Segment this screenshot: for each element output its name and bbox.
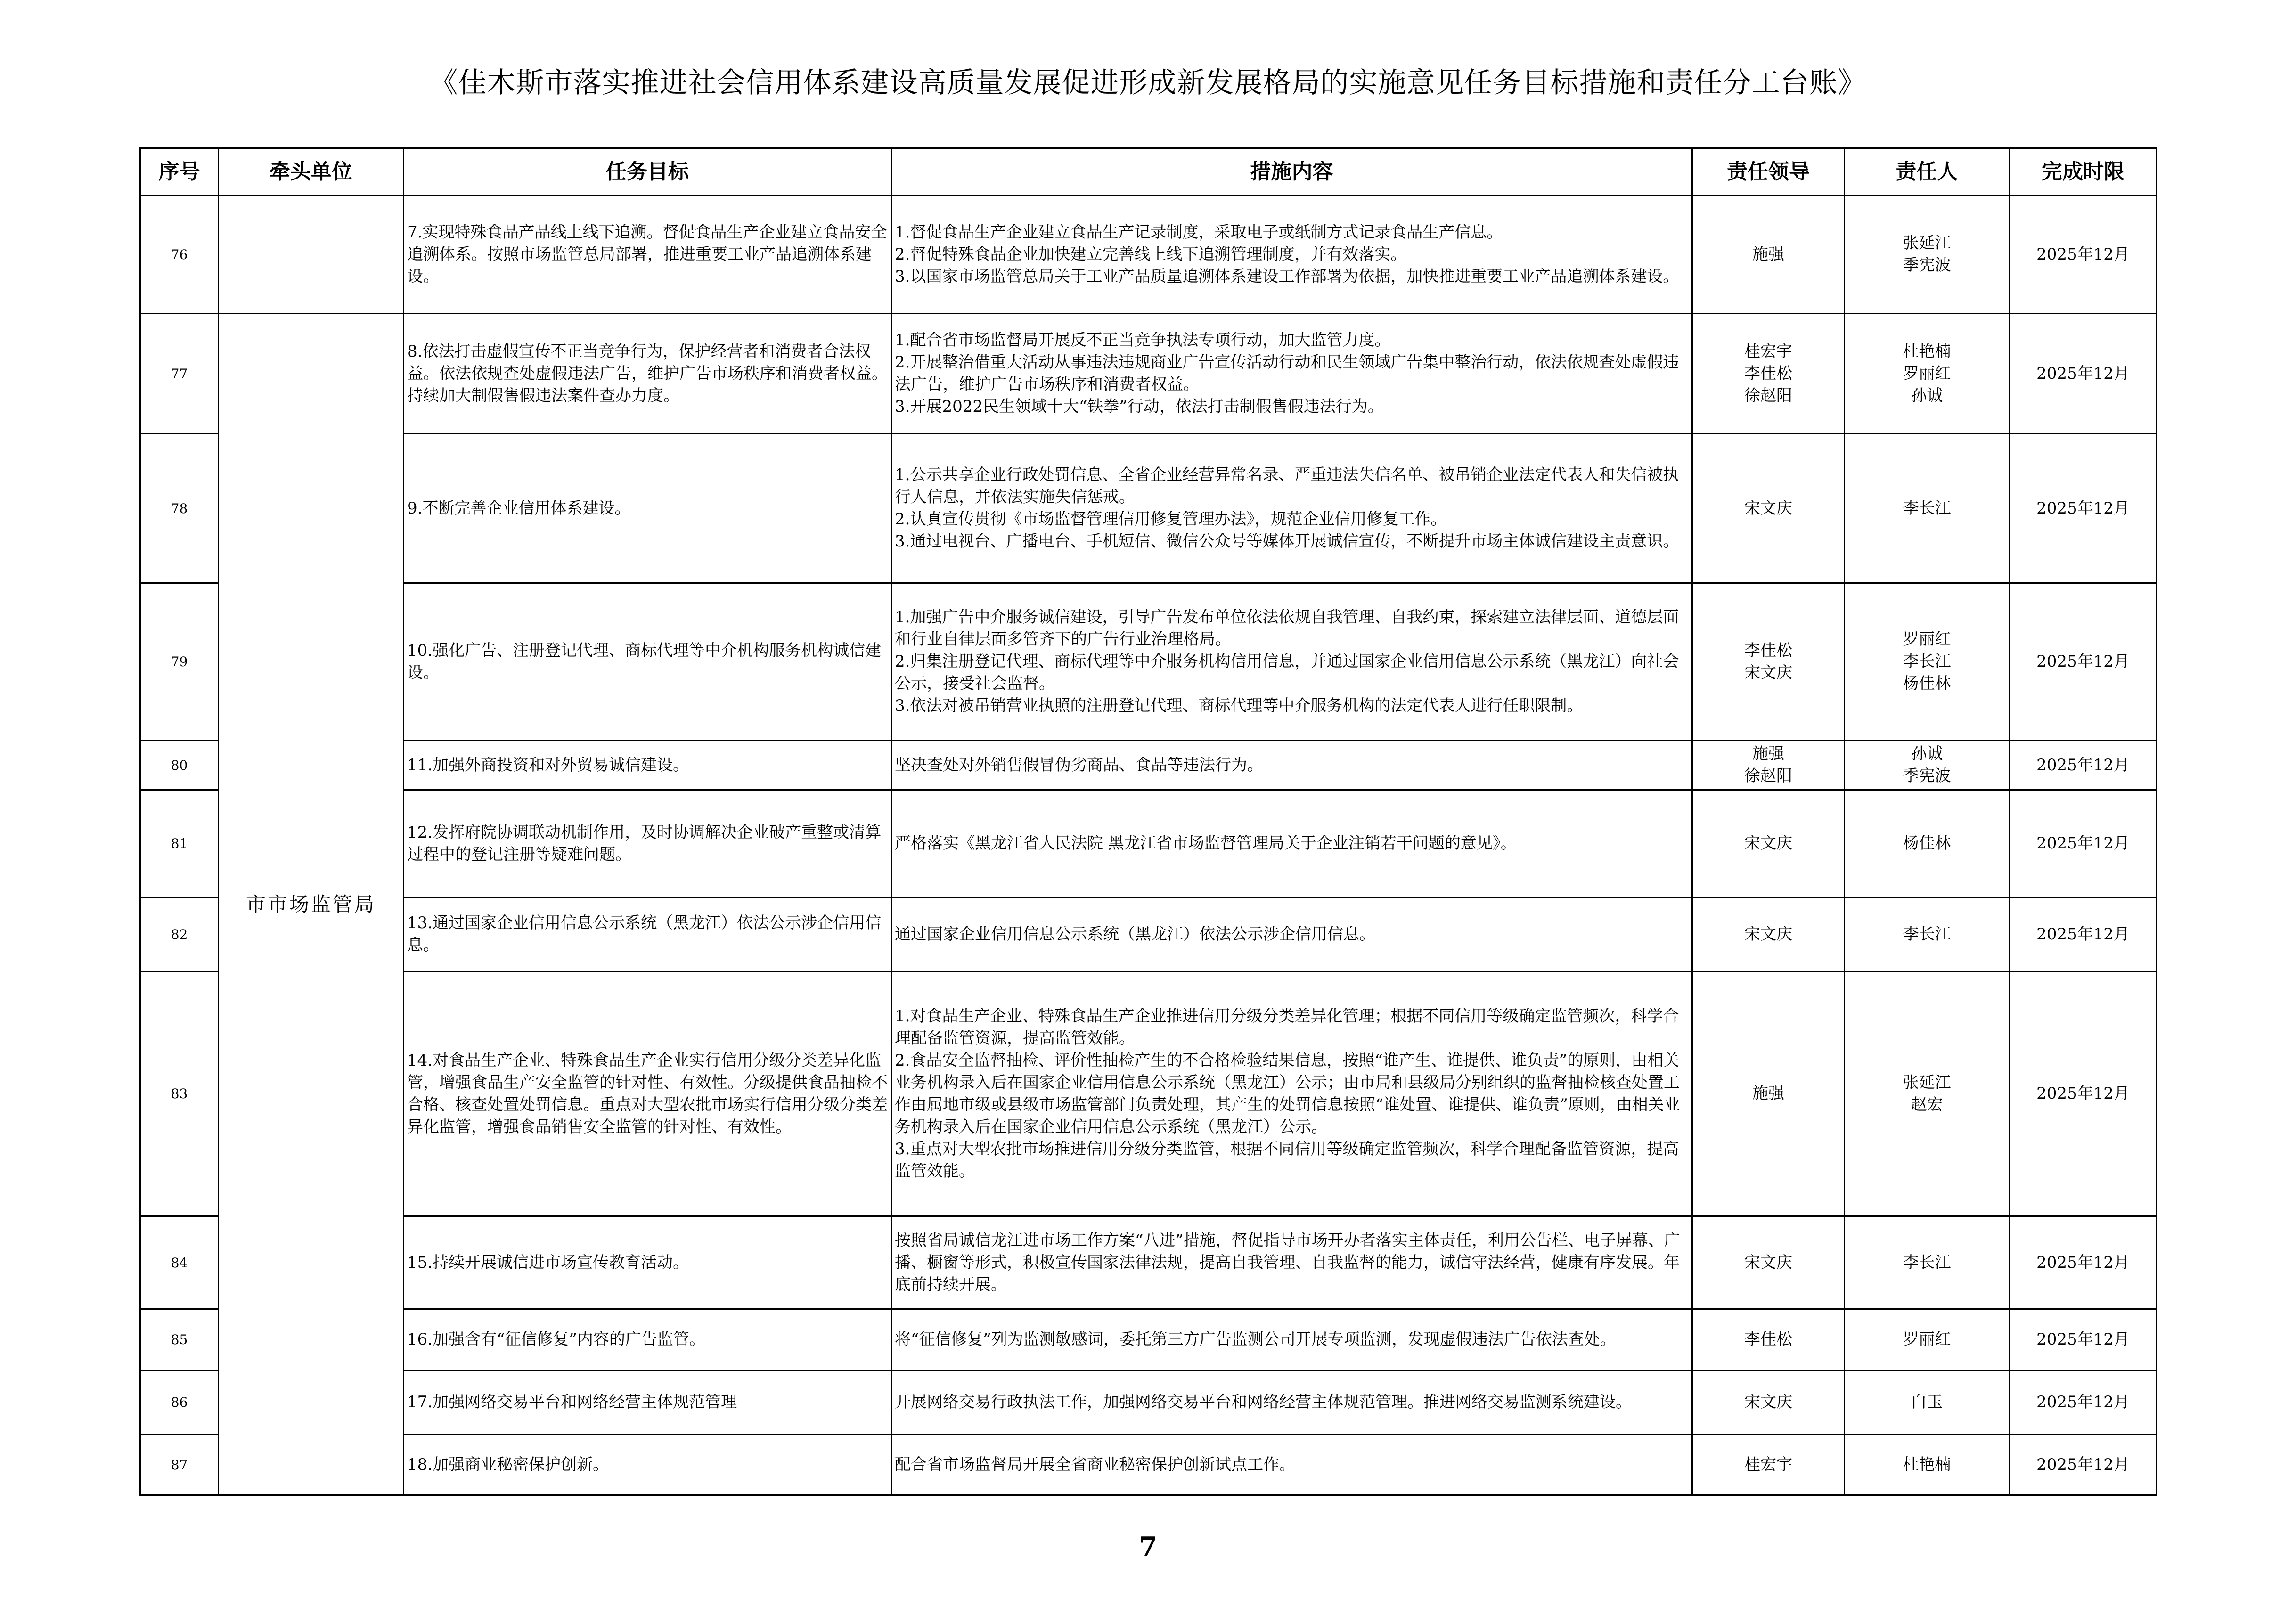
measures-cell — [891, 583, 1692, 741]
leader-name: 桂宏宇 — [1744, 342, 1792, 361]
table-row — [140, 897, 2157, 971]
person-name: 杜艳楠 — [1903, 1455, 1951, 1474]
table-row — [140, 583, 2157, 741]
measure-item: 3.重点对大型农批市场推进信用分级分类监管，根据不同信用等级确定监管频次，科学合理配备监管资源，提高监管效能。 — [895, 1139, 1679, 1181]
person-name: 季宪波 — [1903, 767, 1951, 785]
person-name: 孙诚 — [1911, 744, 1943, 763]
leader-cell — [1692, 434, 1845, 583]
person-name: 罗丽红 — [1903, 630, 1951, 649]
lead-unit-blank — [219, 196, 404, 314]
measure-item: 1.对食品生产企业、特殊食品生产企业推进信用分级分类差异化管理；根据不同信用等级确定监管频次，科学合理配备监管资源，提高监管效能。 — [895, 1006, 1679, 1048]
deadline-cell: 2025年12月 — [2010, 1370, 2157, 1435]
measures-cell — [891, 1370, 1692, 1435]
deadline-cell: 2025年12月 — [2010, 897, 2157, 971]
task-target: 16.加强含有“征信修复”内容的广告监管。 — [404, 1309, 891, 1370]
person-name: 李长江 — [1903, 498, 1951, 518]
header-leader: 责任领导 — [1692, 148, 1845, 196]
row-seq: 77 — [140, 314, 219, 434]
person-name: 季宪波 — [1903, 256, 1951, 275]
table-body — [140, 196, 2157, 1495]
table-row — [140, 1216, 2157, 1309]
measures-cell — [891, 741, 1692, 790]
document-title: 《佳木斯市落实推进社会信用体系建设高质量发展促进形成新发展格局的实施意见任务目标措施和责任分工台账》 — [429, 66, 1867, 99]
measure-item: 1.加强广告中介服务诚信建设，引导广告发布单位依法依规自我管理、自我约束，探索建立法律层面、道德层面和行业自律层面多管齐下的广告行业治理格局。 — [895, 608, 1679, 649]
deadline-cell: 2025年12月 — [2010, 1309, 2157, 1370]
table-row — [140, 1435, 2157, 1495]
leader-name: 宋文庆 — [1744, 663, 1792, 682]
person-name: 张延江 — [1903, 234, 1951, 253]
measure-item: 3.开展2022民生领域十大“铁拳”行动，依法打击制假售假违法行为。 — [895, 397, 1384, 416]
header-row — [140, 148, 2157, 196]
measure-item: 3.通过电视台、广播电台、手机短信、微信公众号等媒体开展诚信宣传，不断提升市场主体诚信建设主责意识。 — [895, 532, 1679, 551]
table-row — [140, 790, 2157, 897]
measure-item: 将“征信修复”列为监测敏感词，委托第三方广告监测公司开展专项监测，发现虚假违法广告依法查处。 — [895, 1330, 1616, 1349]
person-name: 李长江 — [1903, 924, 1951, 944]
measure-item: 开展网络交易行政执法工作，加强网络交易平台和网络经营主体规范管理。推进网络交易监测系统建设。 — [895, 1393, 1632, 1411]
row-seq: 79 — [140, 583, 219, 741]
row-seq: 76 — [140, 196, 219, 314]
task-target: 11.加强外商投资和对外贸易诚信建设。 — [404, 741, 891, 790]
header-task: 任务目标 — [404, 148, 891, 196]
measure-item: 2.认真宣传贯彻《市场监督管理信用修复管理办法》，规范企业信用修复工作。 — [895, 510, 1447, 529]
measures-cell — [891, 196, 1692, 314]
header-lead-unit: 牵头单位 — [219, 148, 404, 196]
person-name: 李长江 — [1903, 652, 1951, 671]
task-target: 7.实现特殊食品产品线上线下追溯。督促食品生产企业建立食品安全追溯体系。按照市场监管总局部署，推进重要工业产品追溯体系建设。 — [404, 196, 891, 314]
measure-item: 通过国家企业信用信息公示系统（黑龙江）依法公示涉企信用信息。 — [895, 924, 1375, 944]
measure-item: 严格落实《黑龙江省人民法院 黑龙江省市场监督管理局关于企业注销若干问题的意见》。 — [895, 834, 1517, 853]
leader-name: 徐赵阳 — [1744, 386, 1792, 405]
person-cell — [1845, 196, 2010, 314]
header-seq: 序号 — [140, 148, 219, 196]
deadline-cell: 2025年12月 — [2010, 790, 2157, 897]
deadline-cell: 2025年12月 — [2010, 196, 2157, 314]
row-seq: 81 — [140, 790, 219, 897]
leader-name: 李佳松 — [1744, 641, 1792, 660]
measures-cell — [891, 434, 1692, 583]
person-cell — [1845, 741, 2010, 790]
deadline-cell: 2025年12月 — [2010, 314, 2157, 434]
leader-name: 徐赵阳 — [1744, 767, 1792, 785]
person-cell — [1845, 1216, 2010, 1309]
leader-name: 宋文庆 — [1744, 924, 1792, 944]
leader-cell — [1692, 1309, 1845, 1370]
deadline-cell: 2025年12月 — [2010, 741, 2157, 790]
table-row — [140, 971, 2157, 1216]
person-name: 杨佳林 — [1903, 674, 1951, 693]
person-cell — [1845, 1309, 2010, 1370]
measure-item: 1.公示共享企业行政处罚信息、全省企业经营异常名录、严重违法失信名单、被吊销企业法定代表人和失信被执行人信息，并依法实施失信惩戒。 — [895, 465, 1679, 506]
measures-cell — [891, 897, 1692, 971]
leader-name: 宋文庆 — [1744, 1253, 1792, 1272]
task-target: 18.加强商业秘密保护创新。 — [404, 1435, 891, 1495]
leader-name: 宋文庆 — [1744, 1393, 1792, 1411]
deadline-cell: 2025年12月 — [2010, 971, 2157, 1216]
header-measures: 措施内容 — [891, 148, 1692, 196]
leader-name: 施强 — [1752, 1084, 1784, 1103]
leader-name: 桂宏宇 — [1744, 1455, 1792, 1474]
task-table — [139, 147, 2157, 1496]
person-name: 杨佳林 — [1903, 834, 1951, 853]
measure-item: 2.开展整治借重大活动从事违法违规商业广告宣传活动行动和民生领域广告集中整治行动，依法依规查处虚假违法广告，维护广告市场秩序和消费者权益。 — [895, 353, 1679, 394]
measure-item: 2.归集注册登记代理、商标代理等中介服务机构信用信息，并通过国家企业信用信息公示系统（黑龙江）向社会公示，接受社会监督。 — [895, 652, 1679, 693]
leader-name: 李佳松 — [1744, 364, 1792, 383]
row-seq: 85 — [140, 1309, 219, 1370]
person-name: 罗丽红 — [1903, 364, 1951, 383]
leader-cell — [1692, 314, 1845, 434]
leader-name: 施强 — [1752, 245, 1784, 264]
measure-item: 3.以国家市场监管总局关于工业产品质量追溯体系建设工作部署为依据，加快推进重要工业产品追溯体系建设。 — [895, 267, 1679, 286]
measure-item: 配合省市场监督局开展全省商业秘密保护创新试点工作。 — [895, 1455, 1295, 1474]
deadline-cell: 2025年12月 — [2010, 1435, 2157, 1495]
measure-item: 1.督促食品生产企业建立食品生产记录制度，采取电子或纸制方式记录食品生产信息。 — [895, 222, 1503, 242]
person-cell — [1845, 1435, 2010, 1495]
table-row — [140, 314, 2157, 434]
person-name: 张延江 — [1903, 1073, 1951, 1092]
table-row — [140, 434, 2157, 583]
person-cell — [1845, 314, 2010, 434]
person-name: 孙诚 — [1911, 386, 1943, 405]
measure-item: 1.配合省市场监督局开展反不正当竞争执法专项行动，加大监管力度。 — [895, 331, 1391, 350]
row-seq: 78 — [140, 434, 219, 583]
person-cell — [1845, 583, 2010, 741]
leader-cell — [1692, 971, 1845, 1216]
measures-cell — [891, 971, 1692, 1216]
row-seq: 82 — [140, 897, 219, 971]
row-seq: 84 — [140, 1216, 219, 1309]
measures-cell — [891, 1309, 1692, 1370]
measures-cell — [891, 1435, 1692, 1495]
row-seq: 87 — [140, 1435, 219, 1495]
deadline-cell: 2025年12月 — [2010, 1216, 2157, 1309]
task-target: 13.通过国家企业信用信息公示系统（黑龙江）依法公示涉企信用信息。 — [404, 897, 891, 971]
table-row — [140, 1370, 2157, 1435]
task-target: 17.加强网络交易平台和网络经营主体规范管理 — [404, 1370, 891, 1435]
leader-cell — [1692, 741, 1845, 790]
row-seq: 80 — [140, 741, 219, 790]
deadline-cell: 2025年12月 — [2010, 583, 2157, 741]
task-target: 12.发挥府院协调联动机制作用，及时协调解决企业破产重整或清算过程中的登记注册等疑难问题。 — [404, 790, 891, 897]
person-name: 杜艳楠 — [1903, 342, 1951, 361]
person-name: 赵宏 — [1911, 1095, 1943, 1114]
person-name: 罗丽红 — [1903, 1330, 1951, 1349]
task-target: 8.依法打击虚假宣传不正当竞争行为，保护经营者和消费者合法权益。依法依规查处虚假违法广告，维护广告市场秩序和消费者权益。持续加大制假售假违法案件查办力度。 — [404, 314, 891, 434]
measure-item: 2.食品安全监督抽检、评价性抽检产生的不合格检验结果信息，按照“谁产生、谁提供、谁负责”的原则，由相关业务机构录入后在国家企业信用信息公示系统（黑龙江）公示；由市局和县级局分别组织的监督抽检核查处置工作由属地市级或县级市场监管部门负责处理，其产生的处罚信息按照“谁处置、谁提供、谁负责”原则，由相关业务机构录入后在国家企业信用信息公示系统（黑龙江）公示。 — [895, 1051, 1680, 1136]
table-row — [140, 1309, 2157, 1370]
task-target: 9.不断完善企业信用体系建设。 — [404, 434, 891, 583]
leader-cell — [1692, 790, 1845, 897]
measure-item: 坚决查处对外销售假冒伪劣商品、食品等违法行为。 — [895, 755, 1263, 775]
leader-cell — [1692, 196, 1845, 314]
leader-cell — [1692, 1216, 1845, 1309]
header-person: 责任人 — [1845, 148, 2010, 196]
measures-cell — [891, 790, 1692, 897]
person-cell — [1845, 434, 2010, 583]
leader-cell — [1692, 1435, 1845, 1495]
leader-name: 李佳松 — [1744, 1330, 1792, 1349]
task-target: 10.强化广告、注册登记代理、商标代理等中介机构服务机构诚信建设。 — [404, 583, 891, 741]
row-seq: 83 — [140, 971, 219, 1216]
leader-cell — [1692, 583, 1845, 741]
person-cell — [1845, 897, 2010, 971]
measure-item: 2.督促特殊食品企业加快建立完善线上线下追溯管理制度，并有效落实。 — [895, 245, 1407, 264]
measures-cell — [891, 1216, 1692, 1309]
person-cell — [1845, 971, 2010, 1216]
header-deadline: 完成时限 — [2010, 148, 2157, 196]
page-number: 7 — [1139, 1531, 1157, 1562]
person-name: 白玉 — [1911, 1393, 1943, 1411]
measure-item: 3.依法对被吊销营业执照的注册登记代理、商标代理等中介服务机构的法定代表人进行任职限制。 — [895, 696, 1583, 715]
task-target: 15.持续开展诚信进市场宣传教育活动。 — [404, 1216, 891, 1309]
task-target: 14.对食品生产企业、特殊食品生产企业实行信用分级分类差异化监管，增强食品生产安全监管的针对性、有效性。分级提供食品抽检不合格、核查处置处罚信息。重点对大型农批市场实行信用分级分类差异化监管，增强食品销售安全监管的针对性、有效性。 — [404, 971, 891, 1216]
measure-item: 按照省局诚信龙江进市场工作方案“八进”措施，督促指导市场开办者落实主体责任，利用公告栏、电子屏幕、广播、橱窗等形式，积极宣传国家法律法规，提高自我管理、自我监督的能力，诚信守法经营，健康有序发展。年底前持续开展。 — [895, 1231, 1680, 1294]
person-cell — [1845, 1370, 2010, 1435]
leader-cell — [1692, 897, 1845, 971]
leader-name: 宋文庆 — [1744, 834, 1792, 853]
person-name: 李长江 — [1903, 1253, 1951, 1272]
deadline-cell: 2025年12月 — [2010, 434, 2157, 583]
leader-cell — [1692, 1370, 1845, 1435]
table-row — [140, 741, 2157, 790]
table-row — [140, 196, 2157, 314]
row-seq: 86 — [140, 1370, 219, 1435]
leader-name: 宋文庆 — [1744, 498, 1792, 518]
lead-unit: 市市场监管局 — [219, 314, 404, 1495]
leader-name: 施强 — [1752, 744, 1784, 763]
measures-cell — [891, 314, 1692, 434]
person-cell — [1845, 790, 2010, 897]
